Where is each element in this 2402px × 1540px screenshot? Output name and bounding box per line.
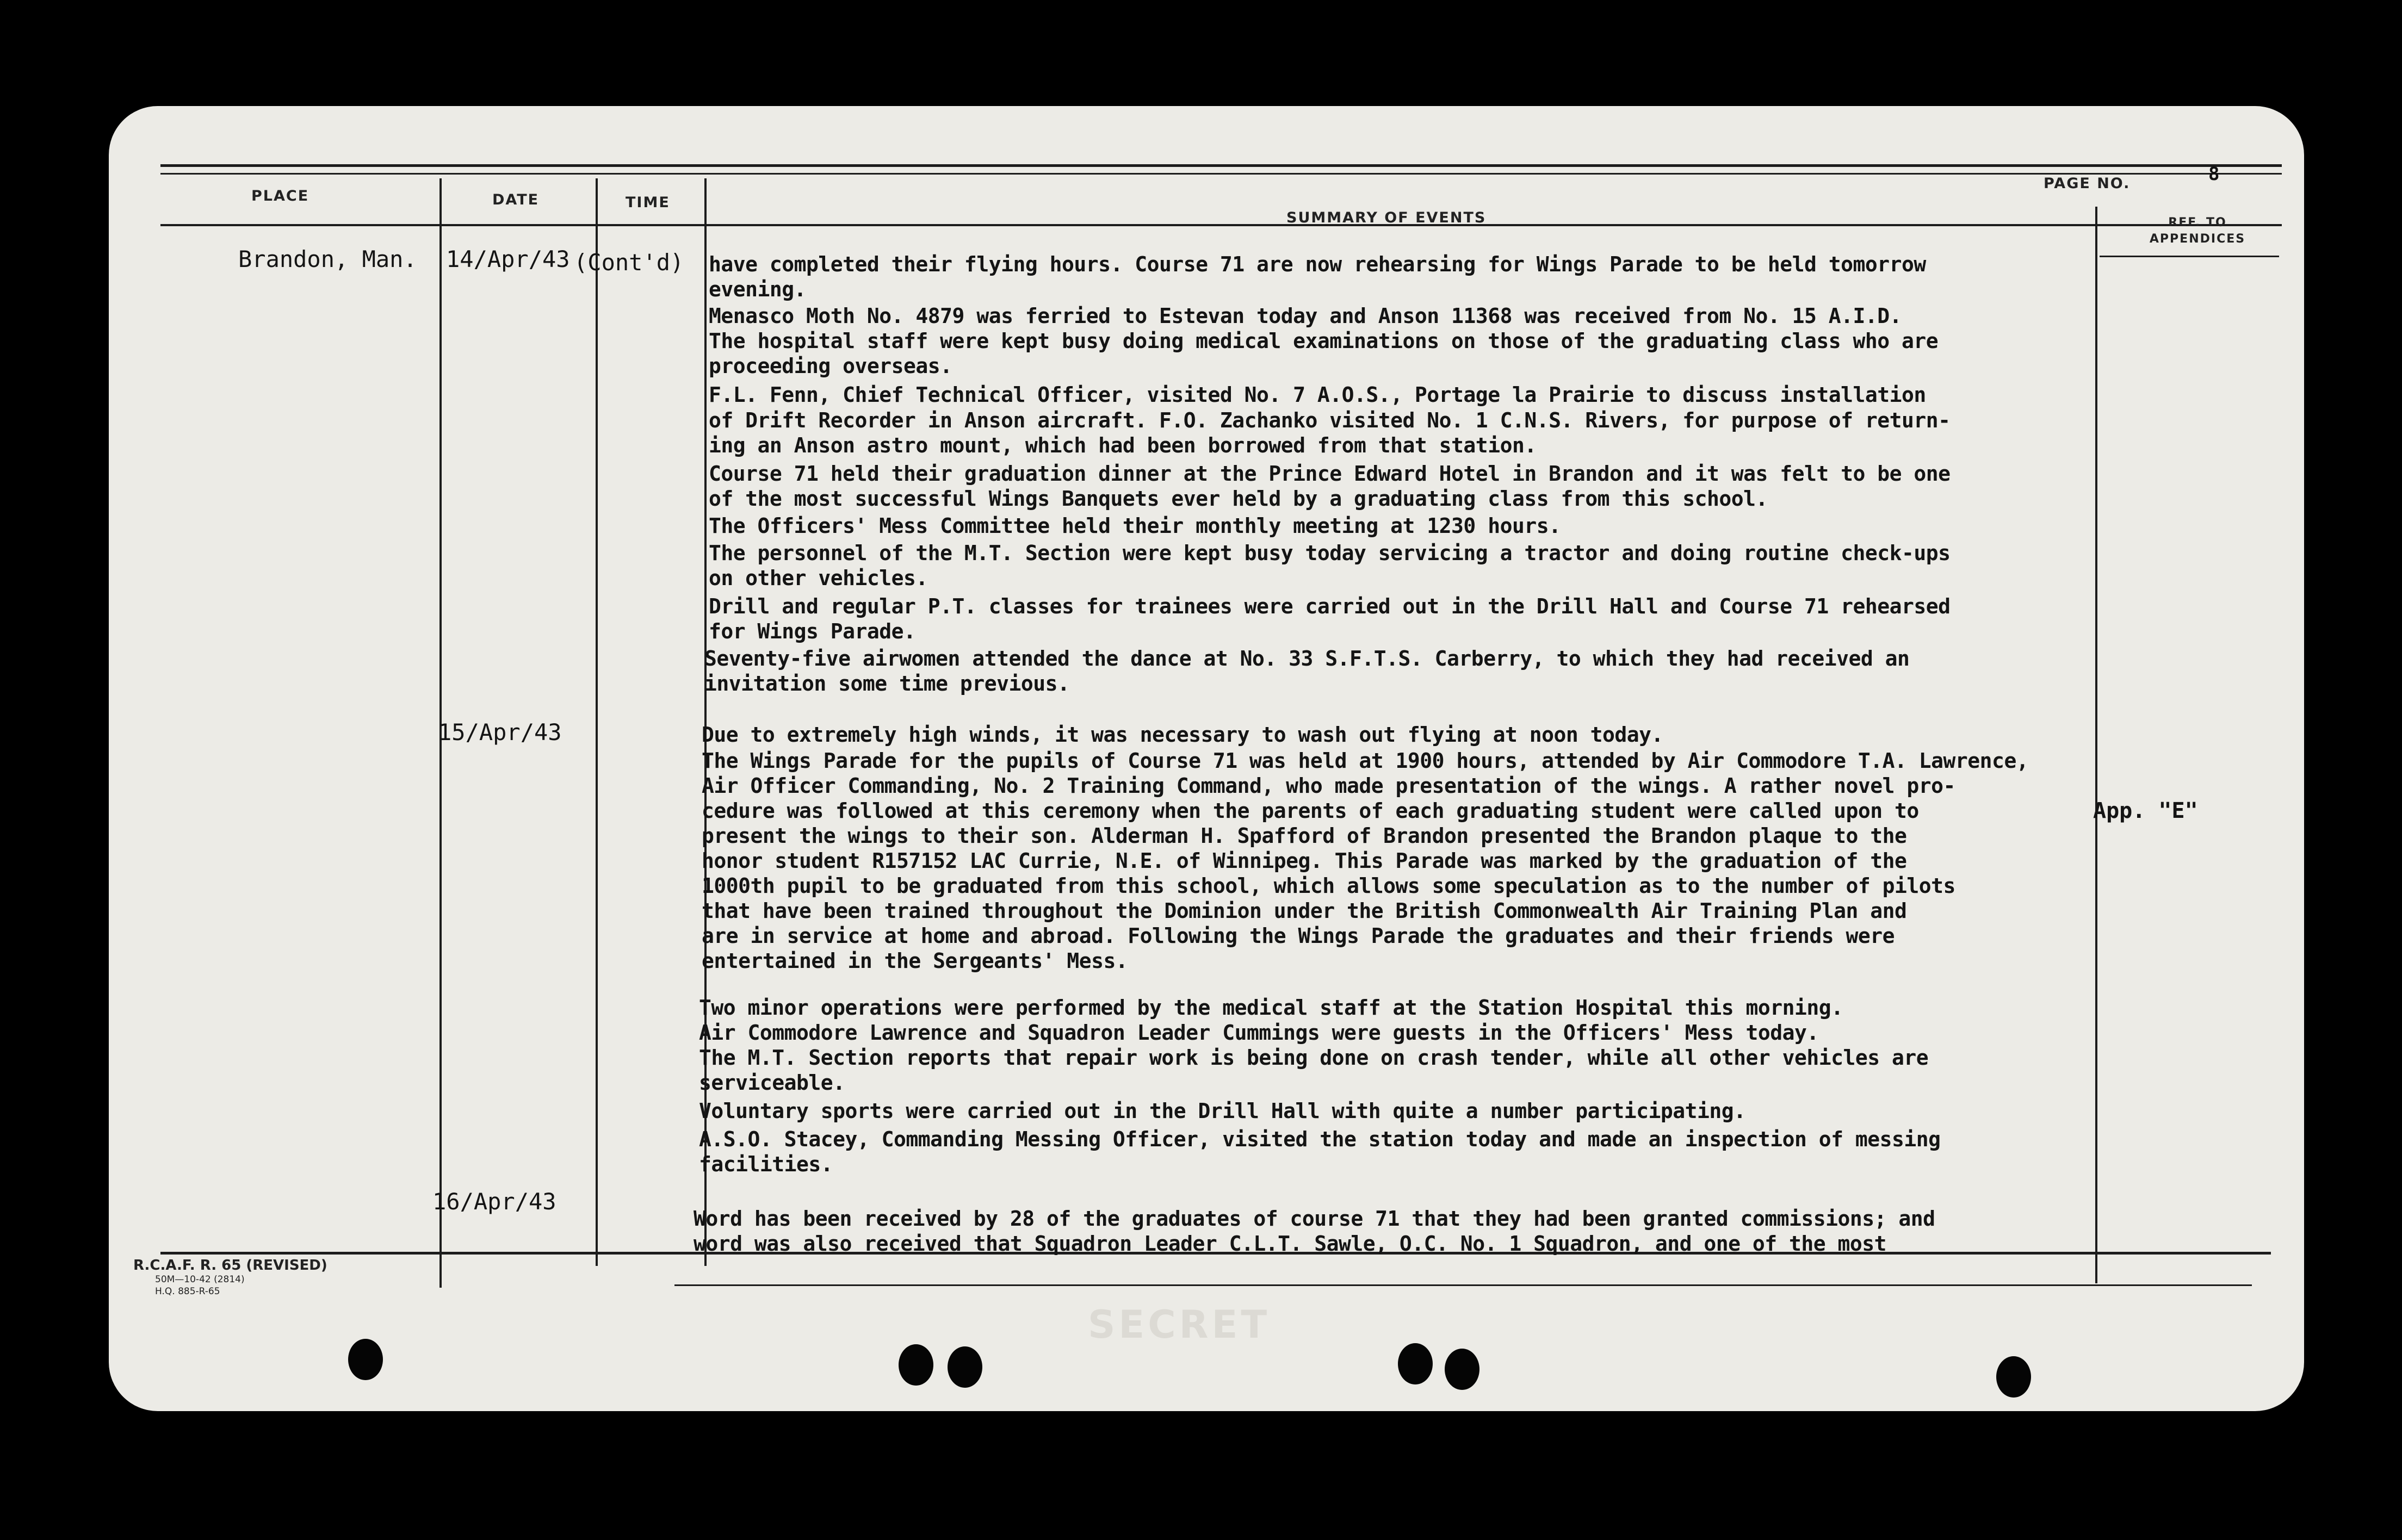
summary-line: The M.T. Section reports that repair work is being done on crash tender, while all other vehicles are [699, 1046, 1929, 1070]
summary-line: are in service at home and abroad. Following the Wings Parade the graduates and their friends were [702, 924, 1895, 948]
place-header: PLACE [251, 188, 309, 204]
date-15-apr: 15/Apr/43 [438, 719, 562, 746]
summary-line: The Wings Parade for the pupils of Course 71 was held at 1900 hours, attended by Air Commodore T.A. Lawrence, [702, 749, 2029, 773]
ref-appendices-header [2121, 215, 2274, 247]
summary-line: serviceable. [699, 1071, 845, 1095]
summary-line: present the wings to their son. Alderman H. Spafford of Brandon presented the Brandon plaque to the [702, 824, 1907, 848]
summary-line: honor student R157152 LAC Currie, N.E. of Winnipeg. This Parade was marked by the graduation of the [702, 849, 1907, 873]
summary-line: evening. [709, 277, 807, 301]
summary-line: of Drift Recorder in Anson aircraft. F.O. Zachanko visited No. 1 C.N.S. Rivers, for purpose of return- [709, 408, 1951, 432]
summary-line: word was also received that Squadron Leader C.L.T. Sawle, O.C. No. 1 Squadron, and one of the most [694, 1232, 1887, 1256]
form-id-line2: 50M—10-42 (2814) [155, 1274, 245, 1285]
summary-line: The Officers' Mess Committee held their monthly meeting at 1230 hours. [709, 514, 1561, 538]
summary-line: entertained in the Sergeants' Mess. [702, 949, 1128, 973]
summary-line: on other vehicles. [709, 566, 928, 590]
place-value: Brandon, Man. [238, 246, 417, 272]
page-number-label: PAGE NO. [2044, 175, 2131, 192]
ref-header-line1: REF. TO [2168, 216, 2227, 229]
summary-line: have completed their flying hours. Course 71 are now rehearsing for Wings Parade to be held tomorrow [709, 252, 1926, 276]
summary-line: Two minor operations were performed by the medical staff at the Station Hospital this morning. [699, 996, 1843, 1020]
date-16-apr: 16/Apr/43 [432, 1188, 556, 1215]
summary-line: F.L. Fenn, Chief Technical Officer, visited No. 7 A.O.S., Portage la Prairie to discuss installation [709, 383, 1926, 407]
form-id-line1: R.C.A.F. R. 65 (REVISED) [133, 1257, 327, 1274]
summary-line: The hospital staff were kept busy doing medical examinations on those of the graduating class who are [709, 329, 1939, 353]
ref-header-line2: APPENDICES [2149, 232, 2246, 246]
summary-line: Course 71 held their graduation dinner at the Prince Edward Hotel in Brandon and it was felt to be one [709, 462, 1951, 486]
summary-line: that have been trained throughout the Dominion under the British Commonwealth Air Training Plan and [702, 899, 1907, 923]
time-contd: (Cont'd) [574, 249, 684, 276]
form-id-line3: H.Q. 885-R-65 [155, 1286, 220, 1297]
summary-ref-divider [2095, 207, 2097, 1283]
summary-line: for Wings Parade. [709, 619, 916, 643]
time-header: TIME [626, 194, 670, 211]
punch-hole [348, 1339, 383, 1380]
summary-line: invitation some time previous. [704, 672, 1070, 696]
summary-line: A.S.O. Stacey, Commanding Messing Officer, visited the station today and made an inspection of messing [699, 1127, 1941, 1151]
summary-header: SUMMARY OF EVENTS [1286, 209, 1487, 226]
punch-hole [1445, 1349, 1479, 1390]
date-time-divider [596, 178, 598, 1266]
punch-hole [1996, 1356, 2031, 1398]
summary-line: Voluntary sports were carried out in the Drill Hall with quite a number participating. [699, 1099, 1746, 1123]
punch-hole [948, 1346, 982, 1388]
summary-line: proceeding overseas. [709, 354, 952, 378]
punch-hole [1398, 1343, 1433, 1384]
summary-line: ing an Anson astro mount, which had been borrowed from that station. [709, 433, 1537, 457]
summary-line: Menasco Moth No. 4879 was ferried to Estevan today and Anson 11368 was received from No. 15 A.I.D. [709, 304, 1902, 328]
header-rule [160, 224, 2282, 226]
summary-line: Seventy-five airwomen attended the dance at No. 33 S.F.T.S. Carberry, to which they had received an [704, 647, 1910, 670]
summary-line: facilities. [699, 1152, 833, 1176]
top-double-rule [160, 164, 2282, 167]
date-14-apr: 14/Apr/43 [446, 246, 570, 272]
summary-line: cedure was followed at this ceremony when the parents of each graduating student were called upon to [702, 799, 1919, 823]
punch-hole [899, 1344, 933, 1386]
date-header: DATE [492, 191, 540, 208]
summary-line: Word has been received by 28 of the graduates of course 71 that they had been granted commissions; and [694, 1207, 1935, 1231]
summary-line: The personnel of the M.T. Section were kept busy today servicing a tractor and doing routine check-ups [709, 541, 1951, 565]
summary-line: Drill and regular P.T. classes for trainees were carried out in the Drill Hall and Course 71 rehearsed [709, 594, 1951, 618]
footer-rule-2 [674, 1284, 2252, 1286]
summary-line: Air Commodore Lawrence and Squadron Leader Cummings were guests in the Officers' Mess today. [699, 1021, 1819, 1045]
summary-line: 1000th pupil to be graduated from this school, which allows some speculation as to the number of pilots [702, 874, 1955, 898]
summary-line: Air Officer Commanding, No. 2 Training Command, who made presentation of the wings. A rather novel pro- [702, 774, 1955, 798]
top-double-rule-2 [160, 173, 2282, 175]
page-number-value: 8 [2208, 163, 2220, 185]
faint-secret-stamp: SECRET [1088, 1302, 1271, 1347]
ref-header-rule [2100, 256, 2279, 257]
summary-line: Due to extremely high winds, it was necessary to wash out flying at noon today. [702, 723, 1663, 747]
appendix-reference: App. "E" [2093, 798, 2198, 823]
form-identifier [133, 1257, 327, 1297]
summary-line: of the most successful Wings Banquets ever held by a graduating class from this school. [709, 487, 1768, 511]
